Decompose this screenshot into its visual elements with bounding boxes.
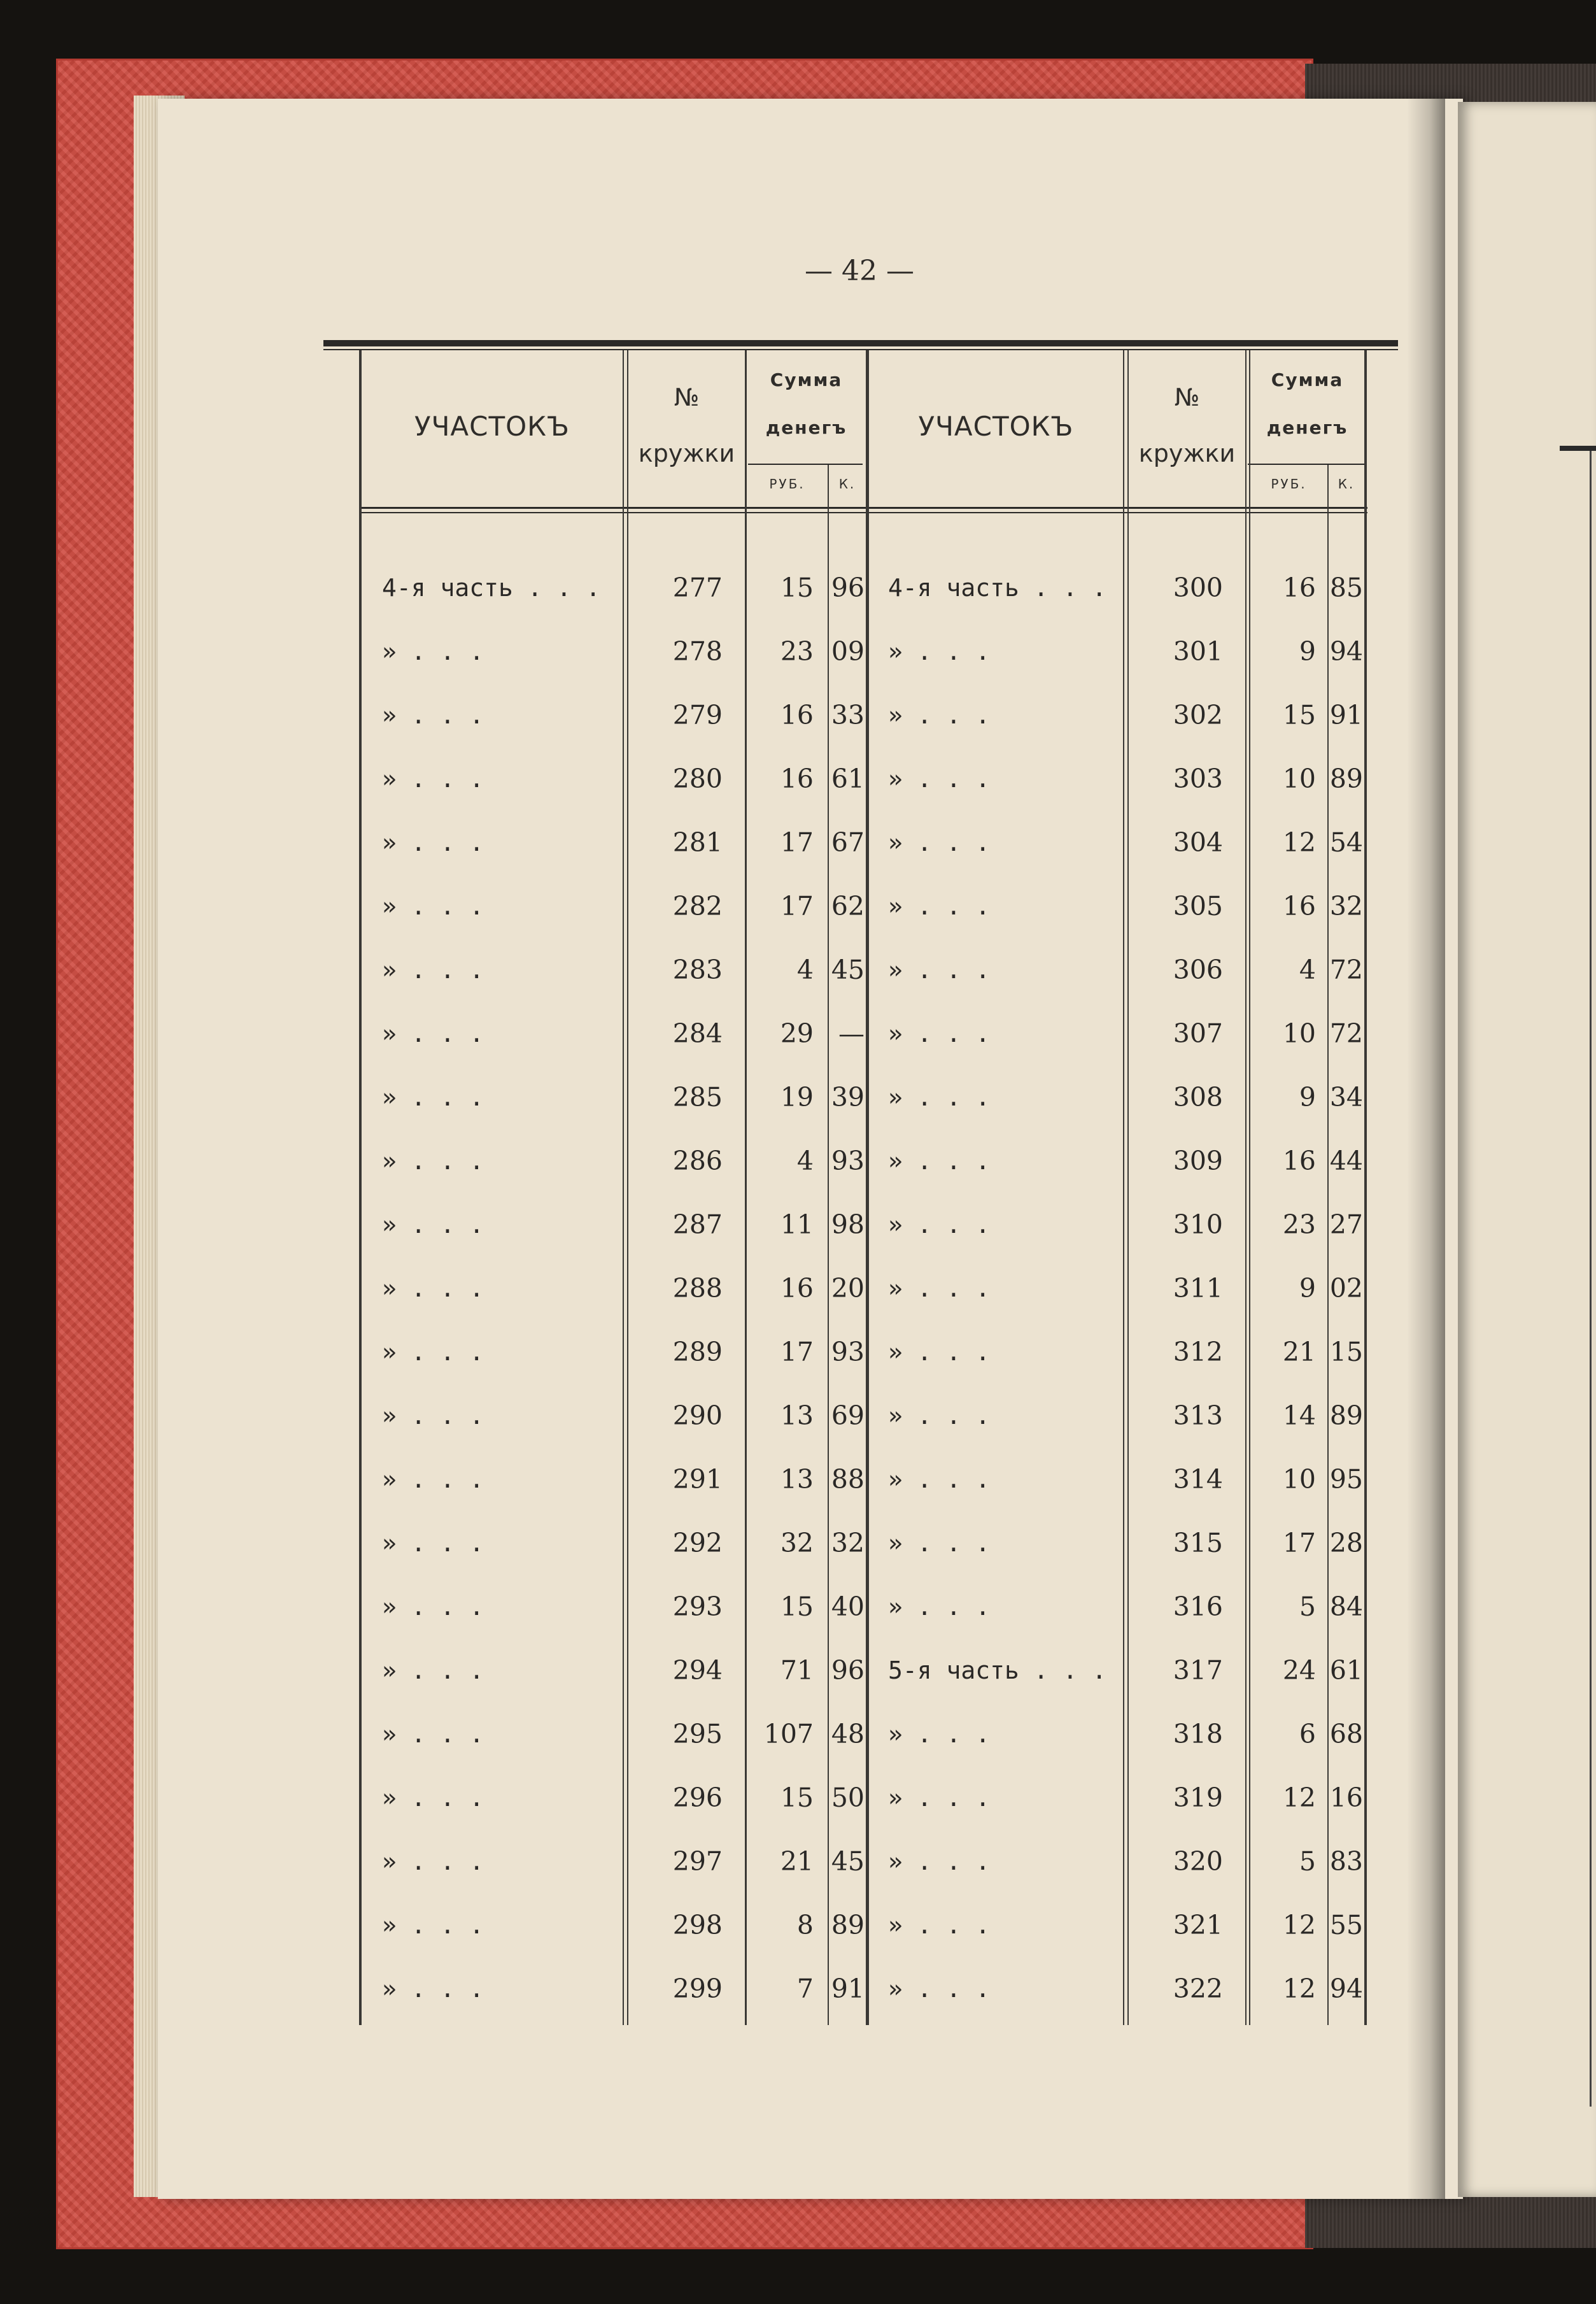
- left-box-cell: 288: [672, 1273, 723, 1304]
- left-district-cell: » . . .: [382, 1083, 484, 1111]
- right-kop-cell: 83: [1329, 1846, 1363, 1877]
- left-box-cell: 277: [672, 572, 723, 603]
- left-kop-cell: 62: [831, 891, 865, 921]
- left-district-cell: » . . .: [382, 1529, 484, 1557]
- left-district-cell: » . . .: [382, 1211, 484, 1239]
- right-rub-cell: 16: [1282, 572, 1316, 603]
- header-district-right: УЧАСТОКЪ: [918, 411, 1074, 442]
- table-row: [0, 1005, 1401, 1062]
- right-district-cell: » . . .: [888, 1083, 991, 1111]
- left-kop-cell: 93: [831, 1146, 865, 1176]
- right-box-cell: 310: [1173, 1209, 1223, 1240]
- right-district-cell: » . . .: [888, 1975, 991, 2003]
- right-rub-cell: 5: [1299, 1846, 1316, 1877]
- left-rub-cell: 16: [780, 1273, 814, 1304]
- table-row: [0, 1642, 1401, 1699]
- left-box-cell: 278: [672, 636, 723, 667]
- left-box-cell: 296: [672, 1782, 723, 1813]
- left-box-cell: 291: [672, 1464, 723, 1495]
- right-kop-cell: 72: [1329, 1018, 1363, 1049]
- header-sum-line1-left: Сумма: [770, 369, 843, 390]
- right-district-cell: » . . .: [888, 1720, 991, 1748]
- left-district-cell: » . . .: [382, 1656, 484, 1684]
- right-rub-cell: 16: [1282, 1146, 1316, 1176]
- right-rub-cell: 9: [1299, 636, 1316, 667]
- table-row: [0, 1132, 1401, 1190]
- header-bottom-rule-thin: [360, 512, 1367, 513]
- right-rub-cell: 16: [1282, 891, 1316, 921]
- left-kop-cell: 96: [831, 572, 865, 603]
- left-rub-cell: 7: [796, 1973, 814, 2004]
- left-district-cell: » . . .: [382, 1147, 484, 1175]
- right-district-cell: » . . .: [888, 1020, 991, 1048]
- right-district-cell: » . . .: [888, 637, 991, 665]
- left-district-cell: » . . .: [382, 1465, 484, 1493]
- right-box-cell: 322: [1173, 1973, 1223, 2004]
- left-box-cell: 281: [672, 827, 723, 858]
- right-rub-cell: 12: [1282, 1910, 1316, 1940]
- header-sum-line1-right: Сумма: [1271, 369, 1344, 390]
- right-district-cell: » . . .: [888, 1147, 991, 1175]
- table-row: [0, 1196, 1401, 1253]
- left-kop-cell: 45: [831, 1846, 865, 1877]
- right-kop-cell: 32: [1329, 891, 1363, 921]
- table-row: [0, 814, 1401, 871]
- table-row: [0, 623, 1401, 680]
- left-rub-cell: 17: [780, 827, 814, 858]
- left-rub-cell: 21: [780, 1846, 814, 1877]
- right-rub-cell: 12: [1282, 1973, 1316, 2004]
- table-row: [0, 686, 1401, 744]
- left-rub-cell: 17: [780, 1337, 814, 1367]
- left-rub-cell: 15: [780, 572, 814, 603]
- header-kop-left: К.: [838, 476, 856, 492]
- right-box-cell: 301: [1173, 636, 1223, 667]
- right-rub-cell: 6: [1299, 1719, 1316, 1749]
- left-rub-cell: 23: [780, 636, 814, 667]
- right-kop-cell: 72: [1329, 955, 1363, 985]
- right-rub-cell: 10: [1282, 764, 1316, 794]
- header-box-word-right: кружки: [1138, 439, 1236, 467]
- left-rub-cell: 16: [780, 764, 814, 794]
- header-kop-right: К.: [1338, 476, 1355, 492]
- facing-page: [1458, 102, 1596, 2197]
- left-kop-cell: 32: [831, 1528, 865, 1558]
- left-box-cell: 293: [672, 1591, 723, 1622]
- table-row: [0, 750, 1401, 807]
- left-box-cell: 294: [672, 1655, 723, 1686]
- header-rub-right: РУБ.: [1271, 476, 1307, 492]
- right-district-cell: » . . .: [888, 1911, 991, 1939]
- left-box-cell: 282: [672, 891, 723, 921]
- right-box-cell: 321: [1173, 1910, 1223, 1940]
- left-district-cell: » . . .: [382, 828, 484, 857]
- left-rub-cell: 16: [780, 700, 814, 730]
- right-box-cell: 316: [1173, 1591, 1223, 1622]
- right-box-cell: 303: [1173, 764, 1223, 794]
- left-rub-cell: 29: [780, 1018, 814, 1049]
- left-district-cell: » . . .: [382, 1593, 484, 1621]
- right-kop-cell: 61: [1329, 1655, 1363, 1686]
- header-box-sign-left: №: [674, 383, 700, 411]
- left-box-cell: 280: [672, 764, 723, 794]
- table-row: [0, 1833, 1401, 1890]
- right-box-cell: 309: [1173, 1146, 1223, 1176]
- right-district-cell: » . . .: [888, 701, 991, 729]
- left-kop-cell: 98: [831, 1209, 865, 1240]
- left-district-cell: » . . .: [382, 1975, 484, 2003]
- left-box-cell: 285: [672, 1082, 723, 1113]
- left-box-cell: 279: [672, 700, 723, 730]
- table-top-rule: [323, 340, 1398, 346]
- page-gutter-shadow: [1407, 99, 1445, 2199]
- right-rub-cell: 9: [1299, 1082, 1316, 1113]
- table-row: [0, 1769, 1401, 1826]
- right-kop-cell: 55: [1329, 1910, 1363, 1940]
- left-rub-cell: 13: [780, 1400, 814, 1431]
- left-rub-cell: 4: [796, 1146, 814, 1176]
- left-box-cell: 295: [672, 1719, 723, 1749]
- right-kop-cell: 27: [1329, 1209, 1363, 1240]
- right-district-cell: » . . .: [888, 1847, 991, 1875]
- left-kop-cell: 20: [831, 1273, 865, 1304]
- left-kop-cell: 39: [831, 1082, 865, 1113]
- left-rub-cell: 71: [780, 1655, 814, 1686]
- left-district-cell: » . . .: [382, 701, 484, 729]
- right-district-cell: » . . .: [888, 1465, 991, 1493]
- left-district-cell: » . . .: [382, 1020, 484, 1048]
- right-rub-cell: 10: [1282, 1018, 1316, 1049]
- table-row: [0, 1514, 1401, 1572]
- left-rub-cell: 15: [780, 1782, 814, 1813]
- right-rub-cell: 12: [1282, 1782, 1316, 1813]
- table-row: [0, 1896, 1401, 1954]
- left-rub-cell: 11: [780, 1209, 814, 1240]
- right-kop-cell: 89: [1329, 1400, 1363, 1431]
- right-box-cell: 300: [1173, 572, 1223, 603]
- right-box-cell: 314: [1173, 1464, 1223, 1495]
- table-row: [0, 1451, 1401, 1508]
- right-rub-cell: 12: [1282, 827, 1316, 858]
- right-box-cell: 312: [1173, 1337, 1223, 1367]
- right-kop-cell: 94: [1329, 636, 1363, 667]
- right-box-cell: 311: [1173, 1273, 1223, 1304]
- right-kop-cell: 95: [1329, 1464, 1363, 1495]
- table-row: [0, 1260, 1401, 1317]
- right-kop-cell: 02: [1329, 1273, 1363, 1304]
- right-kop-cell: 16: [1329, 1782, 1363, 1813]
- right-kop-cell: 34: [1329, 1082, 1363, 1113]
- right-box-cell: 308: [1173, 1082, 1223, 1113]
- right-district-cell: » . . .: [888, 765, 991, 793]
- page-number: — 42 —: [805, 255, 914, 287]
- facing-page-rule: [1560, 446, 1596, 451]
- left-kop-cell: 91: [831, 1973, 865, 2004]
- header-sum-line2-right: денегъ: [1266, 417, 1348, 438]
- left-district-cell: » . . .: [382, 1784, 484, 1812]
- header-district-left: УЧАСТОКЪ: [414, 411, 570, 442]
- right-district-cell: » . . .: [888, 1529, 991, 1557]
- left-district-cell: » . . .: [382, 1911, 484, 1939]
- table-row: [0, 1960, 1401, 2017]
- left-kop-cell: 88: [831, 1464, 865, 1495]
- left-rub-cell: 13: [780, 1464, 814, 1495]
- right-box-cell: 318: [1173, 1719, 1223, 1749]
- header-rub-left: РУБ.: [769, 476, 805, 492]
- table-row: [0, 1069, 1401, 1126]
- right-rub-cell: 24: [1282, 1655, 1316, 1686]
- left-box-cell: 290: [672, 1400, 723, 1431]
- table-row: [0, 1578, 1401, 1635]
- table-row: [0, 941, 1401, 999]
- left-kop-cell: 96: [831, 1655, 865, 1686]
- right-district-cell: » . . .: [888, 892, 991, 920]
- right-rub-cell: 15: [1282, 700, 1316, 730]
- left-box-cell: 292: [672, 1528, 723, 1558]
- left-box-cell: 297: [672, 1846, 723, 1877]
- right-box-cell: 317: [1173, 1655, 1223, 1686]
- table-row: [0, 1387, 1401, 1444]
- table-row: [0, 878, 1401, 935]
- header-sum-line2-left: денегъ: [765, 417, 847, 438]
- left-district-cell: » . . .: [382, 1338, 484, 1366]
- right-district-cell: » . . .: [888, 1402, 991, 1430]
- right-box-cell: 307: [1173, 1018, 1223, 1049]
- right-box-cell: 306: [1173, 955, 1223, 985]
- left-kop-cell: —: [838, 1018, 865, 1049]
- left-box-cell: 284: [672, 1018, 723, 1049]
- right-district-cell: » . . .: [888, 1338, 991, 1366]
- right-kop-cell: 68: [1329, 1719, 1363, 1749]
- table-top-rule-thin: [323, 349, 1398, 350]
- right-rub-cell: 4: [1299, 955, 1316, 985]
- left-box-cell: 299: [672, 1973, 723, 2004]
- right-kop-cell: 44: [1329, 1146, 1363, 1176]
- header-bottom-rule: [360, 507, 1367, 509]
- right-box-cell: 313: [1173, 1400, 1223, 1431]
- left-kop-cell: 93: [831, 1337, 865, 1367]
- right-district-cell: 4-я часть . . .: [888, 574, 1107, 602]
- left-district-cell: » . . .: [382, 1402, 484, 1430]
- right-rub-cell: 21: [1282, 1337, 1316, 1367]
- left-rub-cell: 17: [780, 891, 814, 921]
- right-rub-cell: 17: [1282, 1528, 1316, 1558]
- right-box-cell: 315: [1173, 1528, 1223, 1558]
- right-kop-cell: 84: [1329, 1591, 1363, 1622]
- right-kop-cell: 15: [1329, 1337, 1363, 1367]
- left-rub-cell: 15: [780, 1591, 814, 1622]
- right-district-cell: » . . .: [888, 1274, 991, 1302]
- left-district-cell: » . . .: [382, 1720, 484, 1748]
- right-rub-cell: 9: [1299, 1273, 1316, 1304]
- right-box-cell: 319: [1173, 1782, 1223, 1813]
- left-kop-cell: 40: [831, 1591, 865, 1622]
- left-rub-cell: 19: [780, 1082, 814, 1113]
- right-box-cell: 302: [1173, 700, 1223, 730]
- facing-page-line: [1590, 451, 1592, 2107]
- left-kop-cell: 67: [831, 827, 865, 858]
- left-kop-cell: 50: [831, 1782, 865, 1813]
- right-kop-cell: 54: [1329, 827, 1363, 858]
- right-rub-cell: 5: [1299, 1591, 1316, 1622]
- right-kop-cell: 89: [1329, 764, 1363, 794]
- left-box-cell: 298: [672, 1910, 723, 1940]
- right-kop-cell: 91: [1329, 700, 1363, 730]
- left-rub-cell: 32: [780, 1528, 814, 1558]
- right-kop-cell: 28: [1329, 1528, 1363, 1558]
- right-district-cell: » . . .: [888, 1784, 991, 1812]
- left-district-cell: » . . .: [382, 1274, 484, 1302]
- header-box-word-left: кружки: [638, 439, 735, 467]
- left-kop-cell: 89: [831, 1910, 865, 1940]
- right-rub-cell: 10: [1282, 1464, 1316, 1495]
- sum-split-rule-left: [748, 464, 863, 465]
- left-rub-cell: 4: [796, 955, 814, 985]
- left-district-cell: » . . .: [382, 1847, 484, 1875]
- left-kop-cell: 33: [831, 700, 865, 730]
- right-box-cell: 320: [1173, 1846, 1223, 1877]
- left-kop-cell: 69: [831, 1400, 865, 1431]
- right-district-cell: » . . .: [888, 1211, 991, 1239]
- right-rub-cell: 14: [1282, 1400, 1316, 1431]
- right-kop-cell: 94: [1329, 1973, 1363, 2004]
- right-box-cell: 304: [1173, 827, 1223, 858]
- left-district-cell: » . . .: [382, 892, 484, 920]
- left-box-cell: 287: [672, 1209, 723, 1240]
- left-kop-cell: 48: [831, 1719, 865, 1749]
- left-district-cell: » . . .: [382, 637, 484, 665]
- header-box-sign-right: №: [1174, 383, 1200, 411]
- right-district-cell: » . . .: [888, 956, 991, 984]
- table-row: [0, 1323, 1401, 1381]
- sum-split-rule-right: [1248, 464, 1366, 465]
- left-kop-cell: 45: [831, 955, 865, 985]
- right-district-cell: » . . .: [888, 828, 991, 857]
- left-rub-cell: 107: [763, 1719, 814, 1749]
- table-row: [0, 1705, 1401, 1763]
- right-district-cell: 5-я часть . . .: [888, 1656, 1107, 1684]
- right-rub-cell: 23: [1282, 1209, 1316, 1240]
- table-row: [0, 559, 1401, 616]
- left-box-cell: 289: [672, 1337, 723, 1367]
- right-district-cell: » . . .: [888, 1593, 991, 1621]
- left-box-cell: 286: [672, 1146, 723, 1176]
- left-district-cell: » . . .: [382, 765, 484, 793]
- left-box-cell: 283: [672, 955, 723, 985]
- right-box-cell: 305: [1173, 891, 1223, 921]
- left-kop-cell: 61: [831, 764, 865, 794]
- left-district-cell: 4-я часть . . .: [382, 574, 601, 602]
- right-kop-cell: 85: [1329, 572, 1363, 603]
- left-kop-cell: 09: [831, 636, 865, 667]
- left-district-cell: » . . .: [382, 956, 484, 984]
- left-rub-cell: 8: [796, 1910, 814, 1940]
